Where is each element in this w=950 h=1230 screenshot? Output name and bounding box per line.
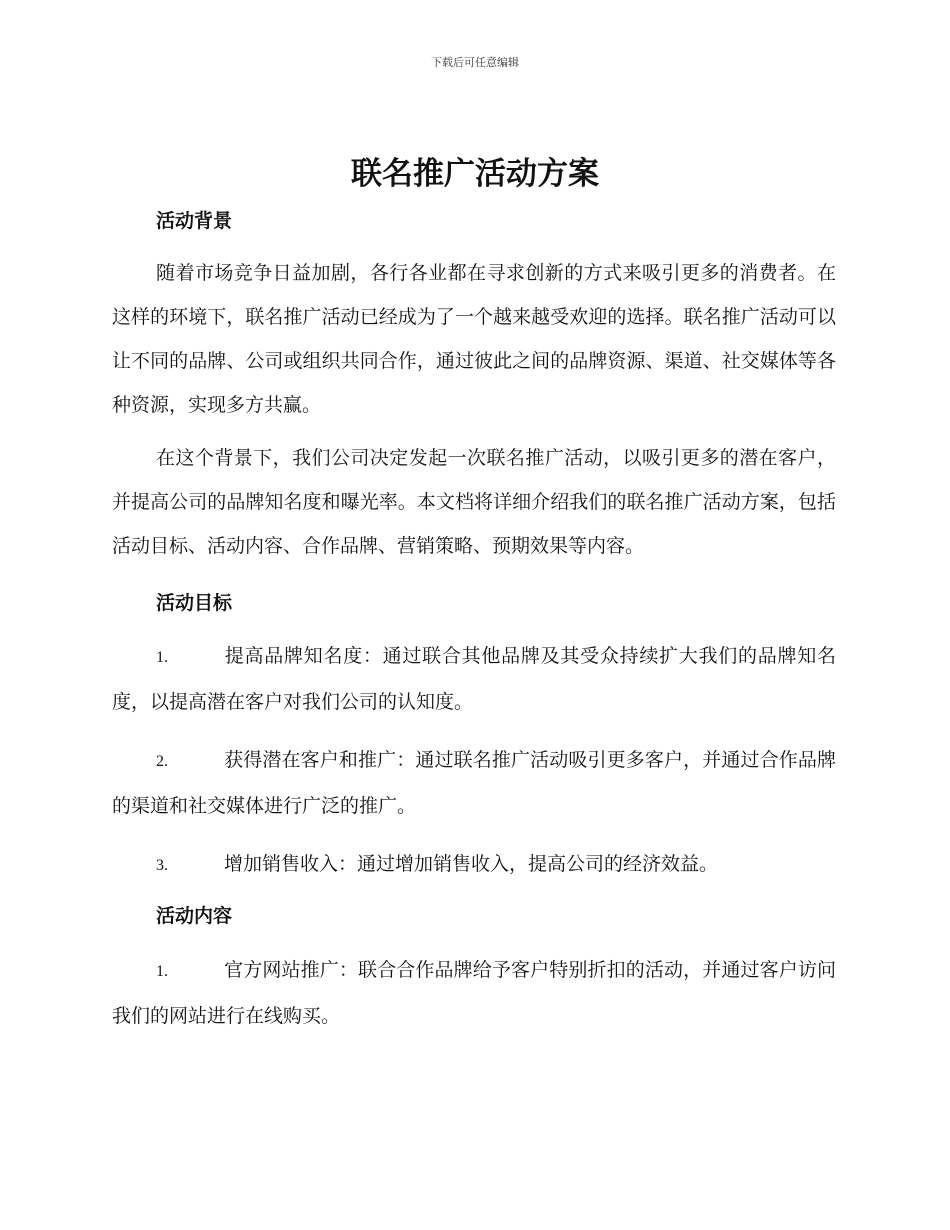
- section-heading-content: 活动内容: [156, 905, 233, 927]
- goal-item-3: [112, 842, 836, 888]
- goal-item-2: [112, 738, 836, 828]
- list-number: 3.: [156, 857, 168, 874]
- background-paragraph-2: 在这个背景下，我们公司决定发起一次联名推广活动，以吸引更多的潜在客户，并提高公司的品牌知名度和曝光率。本文档将详细介绍我们的联名推广活动方案，包括活动目标、活动内容、合作品牌、营销策略、预期效果等内容。: [112, 447, 836, 557]
- goal-item-text: 提高品牌知名度：通过联合其他品牌及其受众持续扩大我们的品牌知名度，以提高潜在客户对我们公司的认知度。: [112, 645, 836, 713]
- document-title: 联名推广活动方案: [351, 156, 599, 192]
- goal-item-text: 增加销售收入：通过增加销售收入，提高公司的经济效益。: [224, 853, 719, 875]
- section-heading-goals: 活动目标: [156, 592, 233, 614]
- section-heading-background: 活动背景: [156, 210, 233, 232]
- content-item-1: [112, 948, 836, 1038]
- document-body: [112, 205, 836, 1038]
- goal-item-text: 获得潜在客户和推广：通过联名推广活动吸引更多客户，并通过合作品牌的渠道和社交媒体进行广泛的推广。: [112, 749, 836, 817]
- header-note: 下载后可任意编辑: [431, 56, 519, 69]
- content-item-text: 官方网站推广：联合合作品牌给予客户特别折扣的活动，并通过客户访问我们的网站进行在线购买。: [112, 959, 836, 1027]
- list-number: 2.: [156, 753, 168, 770]
- background-paragraph-1: 随着市场竞争日益加剧，各行各业都在寻求创新的方式来吸引更多的消费者。在这样的环境下，联名推广活动已经成为了一个越来越受欢迎的选择。联名推广活动可以让不同的品牌、公司或组织共同合作，通过彼此之间的品牌资源、渠道、社交媒体等各种资源，实现多方共赢。: [112, 262, 836, 416]
- list-number: 1.: [156, 649, 168, 666]
- list-number: 1.: [156, 963, 168, 980]
- goal-item-1: [112, 634, 836, 724]
